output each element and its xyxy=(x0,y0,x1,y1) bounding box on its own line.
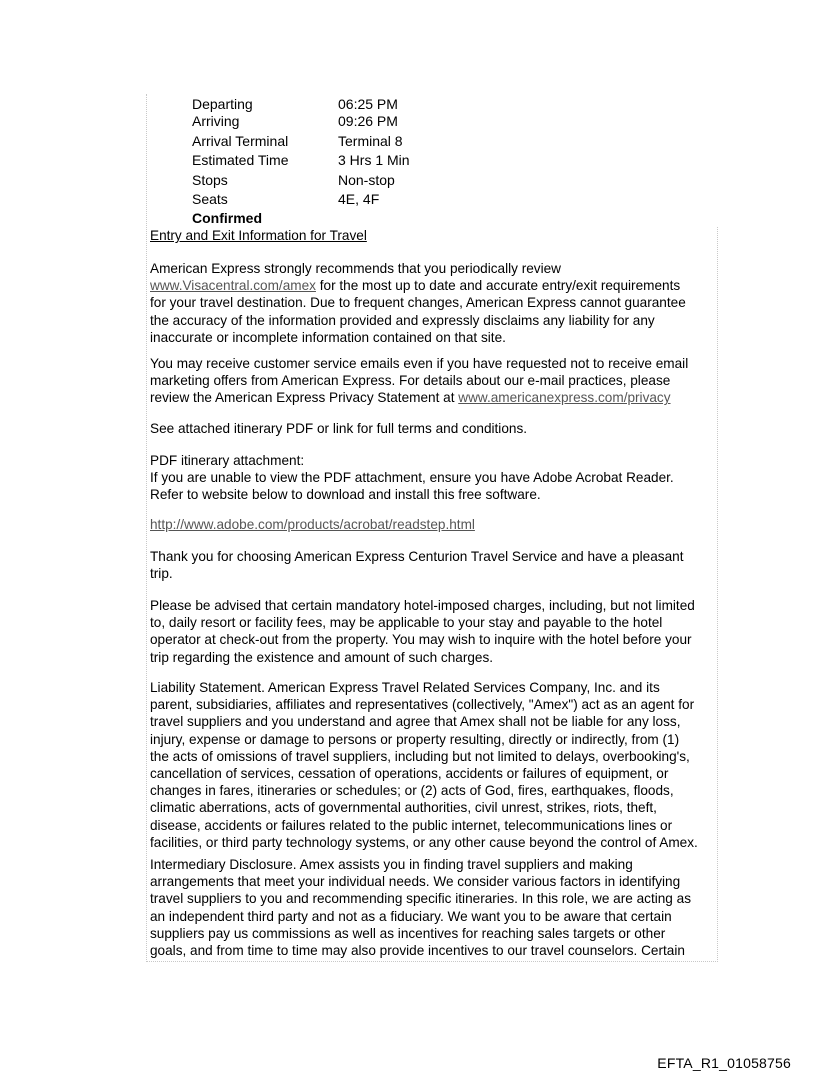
flight-label: Seats xyxy=(192,191,228,207)
adobe-reader-link[interactable]: http://www.adobe.com/products/acrobat/readstep.html xyxy=(150,517,475,532)
flight-label: Arrival Terminal xyxy=(192,133,289,149)
entry-exit-heading: Entry and Exit Information for Travel xyxy=(150,228,367,243)
flight-label: Departing xyxy=(192,96,253,112)
flight-value: Non-stop xyxy=(338,172,395,188)
thanks-paragraph: Thank you for choosing American Express Centurion Travel Service and have a pleasant trip. xyxy=(150,549,684,582)
flight-value: 09:26 PM xyxy=(338,113,398,129)
itinerary-body xyxy=(146,227,718,962)
flight-label: Estimated Time xyxy=(192,152,289,168)
booking-status: Confirmed xyxy=(192,210,262,226)
visacentral-link[interactable]: www.Visacentral.com/amex xyxy=(150,278,316,294)
flight-label: Stops xyxy=(192,172,228,188)
flight-value: 06:25 PM xyxy=(338,96,398,112)
hotel-charges-paragraph: Please be advised that certain mandatory hotel-imposed charges, including, but not limited to, daily resort or facility fees, may be applicable to your stay and payable to the hotel operator at check-out from the property. You may wish to inquire with the hotel before your trip regarding the existence and amount of such charges. xyxy=(150,598,695,665)
flight-label: Arriving xyxy=(192,113,240,129)
privacy-link[interactable]: www.americanexpress.com/privacy xyxy=(458,390,671,406)
terms-note: See attached itinerary PDF or link for full terms and conditions. xyxy=(150,421,528,436)
flight-value: 3 Hrs 1 Min xyxy=(338,152,410,168)
flight-value: 4E, 4F xyxy=(338,191,380,207)
liability-statement: Liability Statement. American Express Travel Related Services Company, Inc. and its parent, subsidiaries, affiliates and representatives (collectively, "Amex") act as an agent for travel suppliers and you understand and agree that Amex shall not be liable for any loss, injury, expense or damage to persons or property resulting, directly or indirectly, from (1) the acts of omissions of travel suppliers, including but not limited to delays, overbooking's, cancellation of services, cessation of operations, accidents or failures of equipment, or changes in fares, itineraries or schedules; or (2) acts of God, fires, earthquakes, floods, climatic aberrations, acts of governmental authorities, civil unrest, strikes, riots, theft, disease, accidents or failures related to the public internet, telecommunications lines or facilities, or third party technology systems, or any other cause beyond the control of Amex. xyxy=(150,680,698,850)
pdf-paragraph: PDF itinerary attachment: If you are unable to view the PDF attachment, ensure you have Adobe Acrobat Reader. Refer to website below to download and install this free software. xyxy=(150,453,674,503)
email-notice-paragraph: You may receive customer service emails even if you have requested not to receive email marketing offers from American Express. For details about our e-mail practices, please review the American Express Privacy Statement at www.americanexpress.com/privacy xyxy=(150,356,689,406)
entry-exit-paragraph: American Express strongly recommends that you periodically review www.Visacentral.com/amex for the most up to date and accurate entry/exit requirements for your travel destination. Due to frequent changes, American Express cannot guarantee the accuracy of the information provided and expressly disclaims any liability for any inaccurate or incomplete information contained on that site. xyxy=(150,261,686,345)
flight-details xyxy=(146,94,437,230)
adobe-link-line xyxy=(150,516,718,533)
flight-value: Terminal 8 xyxy=(338,133,403,149)
intermediary-disclosure: Intermediary Disclosure. Amex assists you in finding travel suppliers and making arrangements that meet your individual needs. We consider various factors in identifying travel suppliers to you and recommending specific itineraries. In this role, we are acting as an independent third party and not as a fiduciary. We want you to be aware that certain suppliers pay us commissions as well as incentives for reaching sales targets or other goals, and from time to time may also provide incentives to our travel counselors. Certain xyxy=(150,857,691,958)
document-id: EFTA_R1_01058756 xyxy=(657,1055,791,1071)
